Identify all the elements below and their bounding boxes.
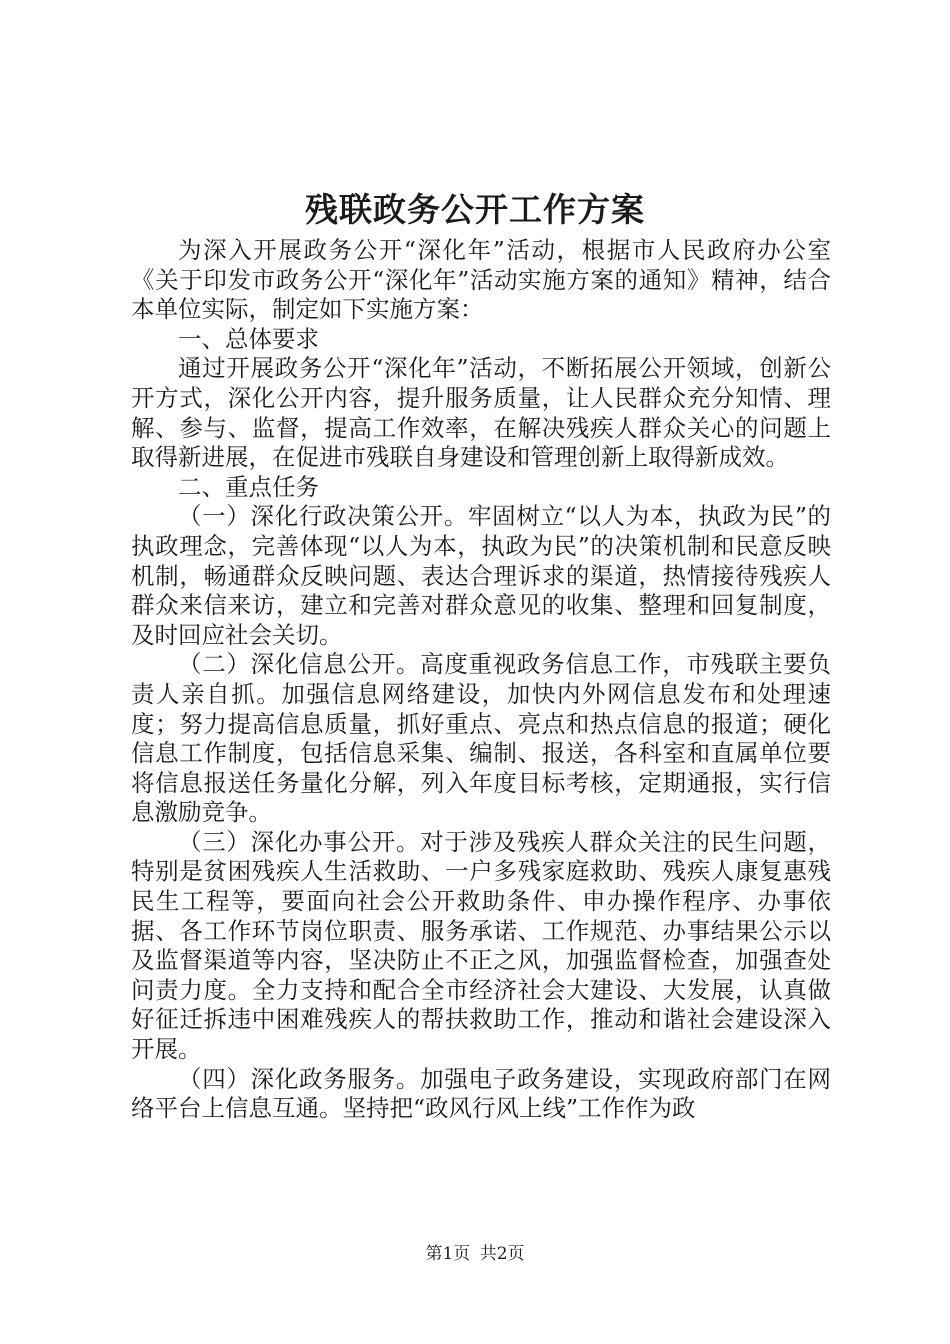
document-title: 残联政务公开工作方案 xyxy=(305,190,645,229)
paragraph-task-affairs-disclosure: （三）深化办事公开。对于涉及残疾人群众关注的民生问题，特别是贫困残疾人生活救助、一户多残家庭救助、残疾人康复惠残民生工程等，要面向社会公开救助条件、申办操作程序、办事依据、各工作环节岗位职责、服务承诺、工作规范、办事结果公示以及监督渠道等内容，坚决防止不正之风，加强监督检查，加强查处问责力度。全力支持和配合全市经济社会大建设、大发展，认真做好征迁拆违中困难残疾人的帮扶救助工作，推动和谐社会建设深入开展。 xyxy=(131,827,831,1064)
paragraph-intro: 为深入开展政务公开“深化年”活动，根据市人民政府办公室《关于印发市政务公开“深化年”活动实施方案的通知》精神，结合本单位实际，制定如下实施方案： xyxy=(131,236,831,324)
paragraph-task-government-service: （四）深化政务服务。加强电子政务建设，实现政府部门在网络平台上信息互通。坚持把“政风行风上线”工作作为政 xyxy=(131,1064,831,1123)
paragraph-general-requirements: 通过开展政务公开“深化年”活动，不断拓展公开领域，创新公开方式，深化公开内容，提升服务质量，让人民群众充分知情、理解、参与、监督，提高工作效率，在解决残疾人群众关心的问题上取得新进展，在促进市残联自身建设和管理创新上取得新成效。 xyxy=(131,354,831,472)
section-heading-key-tasks: 二、重点任务 xyxy=(178,472,319,501)
section-heading-general-requirements: 一、总体要求 xyxy=(178,324,319,353)
page-number-footer: 第1页 共2页 xyxy=(425,1244,525,1264)
paragraph-task-information-disclosure: （二）深化信息公开。高度重视政务信息工作，市残联主要负责人亲自抓。加强信息网络建设，加快内外网信息发布和处理速度；努力提高信息质量，抓好重点、亮点和热点信息的报道；硬化信息工作制度，包括信息采集、编制、报送，各科室和直属单位要将信息报送任务量化分解，列入年度目标考核，定期通报，实行信息激励竞争。 xyxy=(131,650,831,827)
paragraph-task-decision-disclosure: （一）深化行政决策公开。牢固树立“以人为本，执政为民”的执政理念，完善体现“以人为本，执政为民”的决策机制和民意反映机制，畅通群众反映问题、表达合理诉求的渠道，热情接待残疾人群众来信来访，建立和完善对群众意见的收集、整理和回复制度，及时回应社会关切。 xyxy=(131,502,831,649)
document-body xyxy=(131,236,831,1124)
